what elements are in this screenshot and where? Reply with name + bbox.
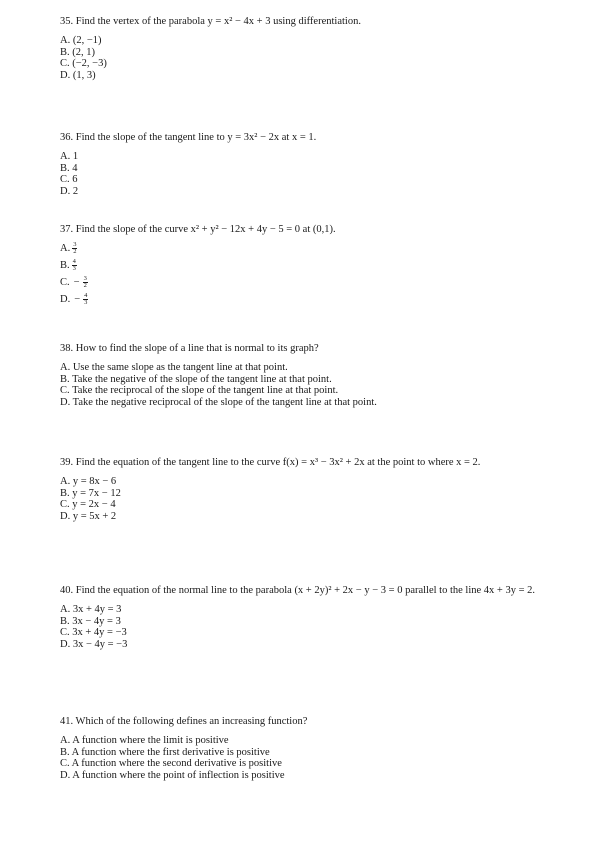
options-list — [60, 476, 580, 522]
question-41 — [60, 715, 580, 781]
option-b — [60, 257, 580, 274]
minus-sign: − — [74, 294, 81, 305]
option-c: C. A function where the second derivative is positive — [60, 758, 282, 769]
question-39 — [60, 456, 580, 522]
option-c: C. y = 2x − 4 — [60, 499, 116, 510]
option-a: A. Use the same slope as the tangent line at that point. — [60, 362, 288, 373]
options-list — [60, 240, 580, 308]
option-c: C. 3x + 4y = −3 — [60, 627, 127, 638]
option-b: B. Take the negative of the slope of the tangent line at that point. — [60, 373, 332, 385]
option-d: D. Take the negative reciprocal of the slope of the tangent line at that point. — [60, 396, 377, 408]
question-stem: 39. Find the equation of the tangent line to the curve f(x) = x³ − 3x² + 2x at the point to where x = 2. — [60, 457, 481, 468]
options-list — [60, 735, 580, 781]
option-d: D. 2 — [60, 185, 79, 197]
option-d: D. A function where the point of inflection is positive — [60, 769, 285, 781]
question-stem: 37. Find the slope of the curve x² + y² − 12x + 4y − 5 = 0 at (0,1). — [60, 224, 336, 235]
option-label: D. — [60, 294, 71, 305]
fraction: $\frac{4}{3}$ — [84, 291, 88, 306]
minus-sign: − — [73, 277, 80, 288]
option-b: B. (2, 1) — [60, 46, 95, 58]
option-a: A. y = 8x − 6 — [60, 476, 117, 487]
options-list — [60, 35, 580, 81]
option-a: A. 3x + 4y = 3 — [60, 604, 122, 615]
option-b: B. A function where the first derivative is positive — [60, 746, 270, 758]
fraction: $\frac{4}{3}$ — [72, 257, 76, 272]
question-stem: 35. Find the vertex of the parabola y = x² − 4x + 3 using differentiation. — [60, 16, 361, 27]
question-38 — [60, 342, 580, 408]
question-36 — [60, 131, 580, 197]
option-label: C. — [60, 277, 70, 288]
option-a: A. 1 — [60, 151, 79, 162]
question-40 — [60, 584, 580, 650]
question-stem: 40. Find the equation of the normal line to the parabola (x + 2y)² + 2x − y − 3 = 0 parallel to the line 4x + 3y = 2. — [60, 585, 536, 596]
fraction: $\frac{3}{2}$ — [83, 274, 87, 289]
option-c — [60, 274, 580, 291]
question-stem: 41. Which of the following defines an increasing function? — [60, 716, 308, 727]
option-a — [60, 240, 580, 257]
question-35 — [60, 15, 580, 81]
question-37 — [60, 223, 580, 308]
option-d: D. (1, 3) — [60, 69, 96, 81]
option-label: A. — [60, 243, 71, 254]
options-list — [60, 362, 580, 408]
question-stem: 38. How to find the slope of a line that is normal to its graph? — [60, 343, 319, 354]
option-c: C. (−2, −3) — [60, 58, 107, 69]
option-d: D. 3x − 4y = −3 — [60, 638, 128, 650]
options-list — [60, 151, 580, 197]
option-d — [60, 291, 580, 308]
option-d: D. y = 5x + 2 — [60, 510, 117, 522]
option-a: A. A function where the limit is positive — [60, 735, 229, 746]
option-b: B. y = 7x − 12 — [60, 487, 121, 499]
option-label: B. — [60, 260, 70, 271]
option-b: B. 3x − 4y = 3 — [60, 615, 121, 627]
option-b: B. 4 — [60, 162, 78, 174]
option-c: C. 6 — [60, 174, 78, 185]
option-c: C. Take the reciprocal of the slope of the tangent line at that point. — [60, 385, 339, 396]
question-stem: 36. Find the slope of the tangent line to y = 3x² − 2x at x = 1. — [60, 132, 317, 143]
options-list — [60, 604, 580, 650]
fraction: $\frac{3}{2}$ — [73, 240, 77, 255]
option-a: A. (2, −1) — [60, 35, 102, 46]
